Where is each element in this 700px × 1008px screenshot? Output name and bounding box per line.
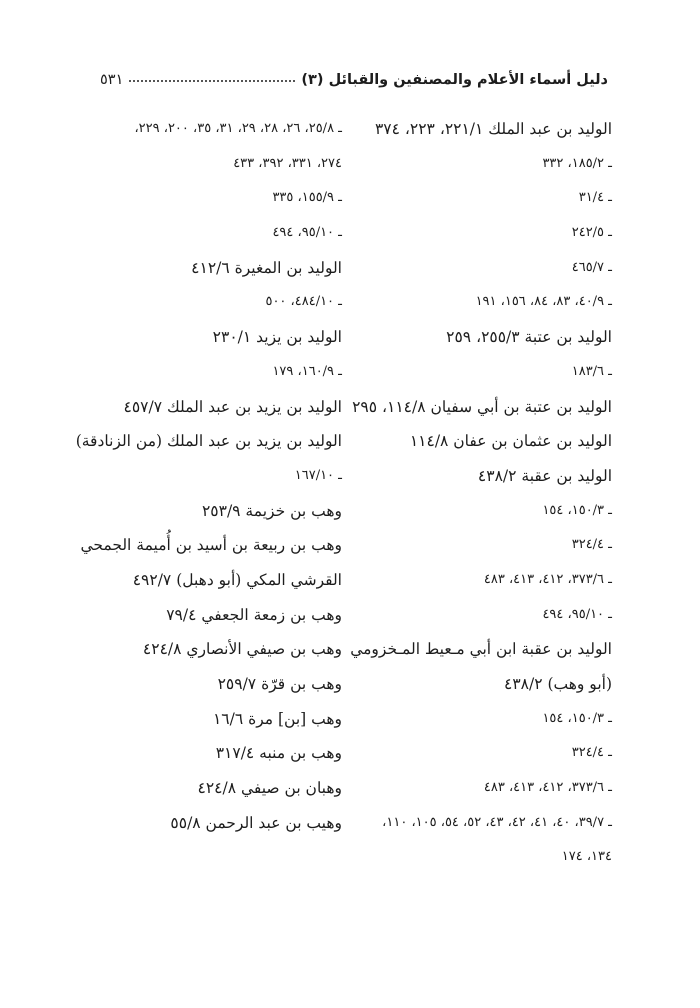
index-reference: ـ ١٥٠/٣، ١٥٤ bbox=[542, 710, 612, 726]
index-reference: ـ ٣٢٤/٤ bbox=[571, 537, 612, 553]
index-reference: ـ ٣٢٤/٤ bbox=[571, 745, 612, 761]
index-entry: الوليد بن عقبة ٤٣٨/٢ bbox=[477, 466, 612, 485]
index-reference: ـ ٣٧٣/٦، ٤١٢، ٤١٣، ٤٨٣ bbox=[483, 571, 612, 587]
dotted-leader bbox=[129, 80, 295, 82]
index-reference: ـ ١٨٣/٦ bbox=[571, 363, 612, 379]
index-entry: وهب بن خزيمة ٢٥٣/٩ bbox=[201, 501, 342, 520]
index-entry: وهب بن منبه ٣١٧/٤ bbox=[215, 744, 342, 763]
index-reference: ـ ١٦٠/٩، ١٧٩ bbox=[272, 363, 342, 379]
index-reference: ـ ١٥٠/٣، ١٥٤ bbox=[542, 502, 612, 518]
index-entry: الوليد بن المغيرة ٤١٢/٦ bbox=[191, 258, 342, 277]
index-reference: ـ ٤٨٤/١٠، ٥٠٠ bbox=[265, 294, 342, 310]
index-entry: الوليد بن عتبة بن أبي سفيان ١١٤/٨، ٢٩٥ bbox=[352, 397, 612, 416]
index-reference: ٢٧٤، ٣٣١، ٣٩٢، ٤٣٣ bbox=[233, 155, 342, 171]
index-reference: ـ ٤٦٥/٧ bbox=[571, 259, 612, 275]
index-column-left bbox=[75, 112, 342, 840]
index-entry: الوليد بن يزيد بن عبد الملك (من الزنادقة) bbox=[75, 432, 342, 451]
index-entry: الوليد بن يزيد بن عبد الملك ٤٥٧/٧ bbox=[123, 397, 342, 416]
index-reference: ـ ٩٥/١٠، ٤٩٤ bbox=[272, 225, 342, 241]
index-entry: وهب [بن] مرة ١٦/٦ bbox=[212, 709, 342, 728]
index-entry: الوليد بن عقبة ابن أبي مـعيط المـخزومي bbox=[350, 640, 612, 659]
index-entry: الوليد بن عثمان بن عفان ١١٤/٨ bbox=[409, 432, 612, 451]
index-entry: وهيب بن عبد الرحمن ٥٥/٨ bbox=[170, 813, 342, 832]
index-entry: (أبو وهب) ٤٣٨/٢ bbox=[504, 675, 612, 693]
index-entry: وهب بن ربيعة بن أسيد بن أُميمة الجمحي bbox=[80, 536, 342, 555]
index-entry: الوليد بن عتبة ٢٥٥/٣، ٢٥٩ bbox=[446, 328, 612, 347]
index-reference: ـ ١٨٥/٢، ٣٣٢ bbox=[542, 155, 612, 171]
index-entry: القرشي المكي (أبو دهبل) ٤٩٢/٧ bbox=[132, 570, 342, 589]
index-column-right bbox=[332, 112, 612, 875]
page-number: ٥٣١ bbox=[100, 72, 124, 88]
index-reference: ١٣٤، ١٧٤ bbox=[561, 849, 612, 865]
index-reference: ـ ١٥٥/٩، ٣٣٥ bbox=[272, 190, 342, 206]
index-reference: ـ ١٦٧/١٠ bbox=[294, 467, 342, 483]
index-entry: وهبان بن صيفي ٤٢٤/٨ bbox=[197, 779, 342, 798]
index-entry: الوليد بن يزيد ٢٣٠/١ bbox=[212, 328, 342, 347]
header-title: دليل أسماء الأعلام والمصنفين والقبائل (٣) bbox=[301, 72, 608, 88]
index-reference: ـ ٢٥/٨، ٢٦، ٢٨، ٢٩، ٣١، ٣٥، ٢٠٠، ٢٢٩، bbox=[134, 121, 342, 136]
index-reference: ـ ٤٠/٩، ٨٣، ٨٤، ١٥٦، ١٩١ bbox=[475, 294, 612, 310]
running-header bbox=[100, 62, 608, 88]
index-entry: وهب بن قرّة ٢٥٩/٧ bbox=[217, 675, 342, 693]
index-reference: ـ ٣٩/٧، ٤٠، ٤١، ٤٢، ٤٣، ٥٢، ٥٤، ١٠٥، ١١٠، bbox=[382, 814, 612, 830]
index-reference: ـ ٣١/٤ bbox=[578, 190, 612, 206]
index-entry: وهب بن زمعة الجعفي ٧٩/٤ bbox=[166, 605, 342, 624]
index-reference: ـ ٩٥/١٠، ٤٩٤ bbox=[542, 606, 612, 622]
index-reference: ـ ٣٧٣/٦، ٤١٢، ٤١٣، ٤٨٣ bbox=[483, 780, 612, 796]
index-reference: ـ ٢٤٢/٥ bbox=[571, 225, 612, 241]
index-entry: الوليد بن عبد الملك ٢٢١/١، ٢٢٣، ٣٧٤ bbox=[374, 120, 612, 138]
index-entry: وهب بن صيفي الأنصاري ٤٢٤/٨ bbox=[142, 640, 342, 659]
